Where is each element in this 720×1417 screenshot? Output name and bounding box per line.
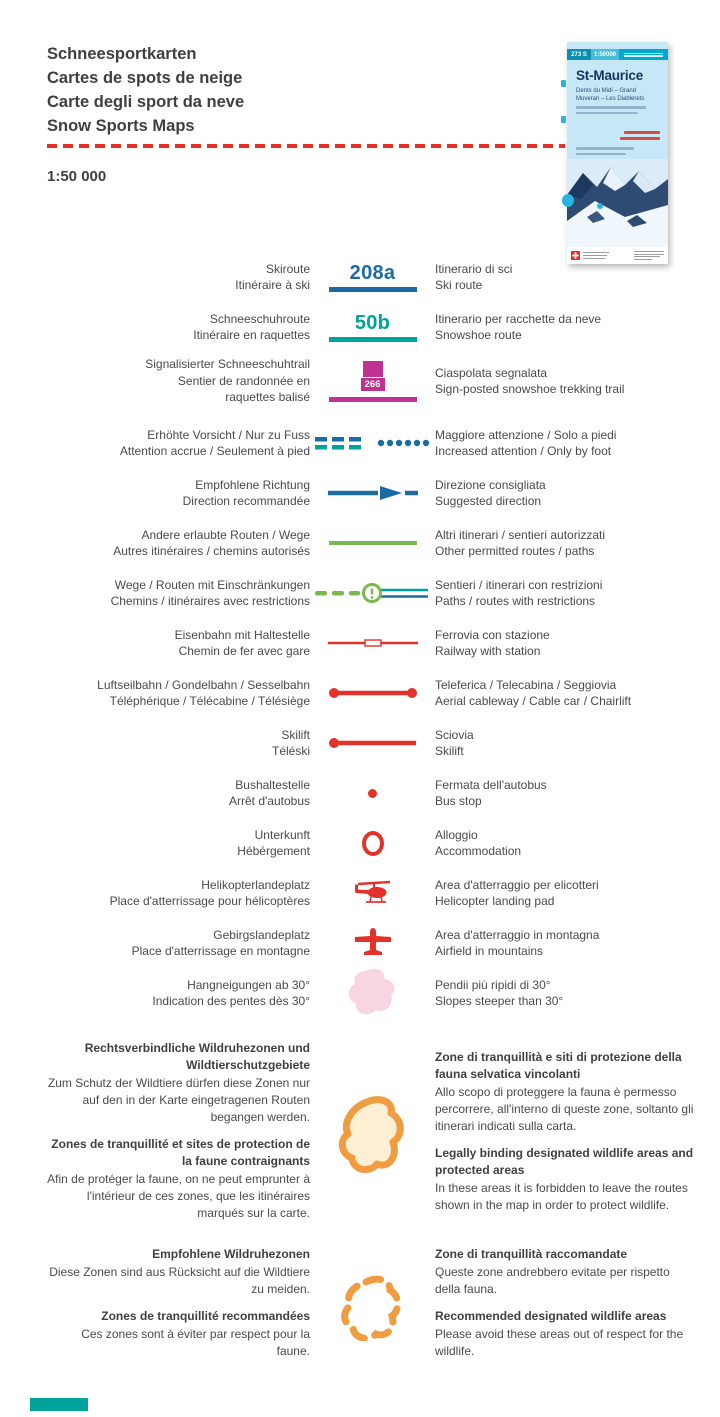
label-it: Area d'atterraggio in montagna	[435, 927, 600, 942]
label-de: Schneeschuhroute	[209, 311, 310, 326]
body-it: Allo scopo di proteggere la fauna è permesso percorrere, all'interno di queste zone, soltanto gli itinerari indicati sulla carta.	[435, 1084, 694, 1133]
direction-symbol	[310, 485, 435, 501]
legend-row-skilift	[47, 718, 695, 768]
legend-row-snowshoe-trail	[47, 352, 695, 410]
label-fr: raquettes balisé	[225, 390, 310, 405]
legend-row-bus-stop	[47, 768, 695, 818]
green-route-line	[329, 541, 417, 545]
cableway-icon	[328, 687, 418, 699]
body-fr: Afin de protéger la faune, on ne peut emprunter à l'intérieur de ces zones, que les itinéraires marqués sur la carte.	[47, 1172, 310, 1220]
label-de: Erhöhte Vorsicht / Nur zu Fuss	[147, 427, 310, 442]
binding-zone-symbol	[310, 1095, 435, 1177]
legend-row-mountain-airfield	[47, 918, 695, 968]
ski-route-line	[329, 287, 417, 292]
cover-fineprint-bar	[576, 153, 626, 156]
cover-mountain-photo	[567, 159, 668, 247]
label-fr: Chemin de fer avec gare	[178, 644, 310, 658]
heading-en: Recommended designated wildlife areas	[435, 1309, 667, 1323]
label-it: Pendii più ripidi di 30°	[435, 977, 551, 992]
label-fr: Direction recommandée	[182, 494, 310, 508]
label-en: Bus stop	[435, 794, 482, 808]
label-it: Fermata dell'autobus	[435, 777, 547, 792]
route-number: 50b	[354, 312, 391, 334]
label-en: Slopes steeper than 30°	[435, 994, 564, 1008]
recommended-zone-symbol	[310, 1275, 435, 1341]
label-de: Hangneigungen ab 30°	[187, 977, 310, 992]
label-fr: Autres itinéraires / chemins autorisés	[113, 544, 310, 558]
label-de: Skiroute	[265, 261, 310, 276]
railway-station-icon	[328, 638, 418, 648]
heading-it: Zone di tranquillità raccomandate	[435, 1247, 628, 1261]
skilift-symbol	[310, 737, 435, 749]
label-de: Bushaltestelle	[235, 777, 310, 792]
bus-stop-symbol	[310, 789, 435, 798]
label-fr: Chemins / itinéraires avec restrictions	[110, 594, 310, 608]
other-routes-symbol	[310, 541, 435, 545]
label-it: Ferrovia con stazione	[435, 627, 550, 642]
wildlife-binding-section	[47, 1040, 695, 1232]
restriction-warning-icon	[315, 582, 431, 604]
label-fr: Place d'atterrissage pour hélicoptères	[109, 894, 310, 908]
label-fr: Itinéraire en raquettes	[193, 328, 310, 342]
cover-red-note	[576, 128, 660, 140]
cover-header	[567, 49, 668, 60]
title-it: Carte degli sport da neve	[47, 93, 245, 111]
map-scale: 1:50 000	[47, 168, 107, 185]
legend-row-caution	[47, 418, 695, 468]
label-fr: Hébérgement	[237, 844, 310, 858]
label-de: Andere erlaubte Routen / Wege	[141, 527, 310, 542]
label-fr: Sentier de randonnée en	[177, 373, 310, 388]
cover-note	[576, 147, 660, 155]
label-it: Alloggio	[435, 827, 478, 842]
title-en: Snow Sports Maps	[47, 117, 195, 135]
wildlife-recommended-section	[47, 1246, 695, 1370]
title-de: Schneesportkarten	[47, 45, 197, 63]
body-de: Diese Zonen sind aus Rücksicht auf die Wildtiere zu meiden.	[49, 1265, 310, 1296]
label-en: Aerial cableway / Cable car / Chairlift	[435, 694, 632, 708]
label-de: Empfohlene Richtung	[195, 477, 310, 492]
body-de: Zum Schutz der Wildtiere dürfen diese Zonen nur auf den in der Karte eingetragenen Routen begangen werden.	[47, 1076, 310, 1124]
route-number: 208a	[349, 262, 396, 284]
airfield-symbol	[310, 928, 435, 958]
legend-row-ski-route	[47, 252, 695, 302]
legend	[47, 252, 695, 1370]
label-it: Sciovia	[435, 727, 474, 742]
label-en: Other permitted routes / paths	[435, 544, 595, 558]
restricted-routes-symbol	[310, 582, 435, 604]
label-fr: Attention accrue / Seulement à pied	[119, 444, 310, 458]
trail-number: 266	[361, 378, 385, 391]
skilift-icon	[328, 737, 418, 749]
cover-subtitle: Dents du Midi – Grand Muveran – Les Diablerets	[576, 88, 645, 102]
snowshoe-route-line	[329, 337, 417, 342]
label-de: Unterkunft	[254, 827, 310, 842]
heading-fr: Zones de tranquillité et sites de protection de la faune contraignants	[51, 1137, 310, 1168]
label-de: Helikopterlandeplatz	[201, 877, 310, 892]
label-en: Accommodation	[435, 844, 522, 858]
footer-teal-bar	[30, 1398, 88, 1411]
ski-route-symbol	[310, 262, 435, 292]
label-de: Wege / Routen mit Einschränkungen	[114, 577, 310, 592]
cyan-fold-mark	[561, 116, 566, 123]
trail-marker-square	[363, 361, 383, 377]
legend-row-railway	[47, 618, 695, 668]
legend-row-direction	[47, 468, 695, 518]
map-cover-thumbnail	[567, 42, 668, 264]
legend-row-restricted-routes	[47, 568, 695, 618]
label-fr: Itinéraire à ski	[235, 278, 310, 292]
page-title	[47, 42, 244, 138]
red-dashed-divider	[47, 144, 565, 148]
label-fr: Téléphérique / Télécabine / Télésiège	[109, 694, 310, 708]
cover-fineprint-bar	[576, 147, 634, 150]
snowshoe-trail-symbol	[310, 361, 435, 402]
label-it: Area d'atterraggio per elicotteri	[435, 877, 599, 892]
cover-scale: 1:50000	[591, 49, 619, 60]
legend-row-cableway	[47, 668, 695, 718]
label-it: Itinerario di sci	[435, 261, 513, 276]
heading-it: Zone di tranquillità e siti di protezione della fauna selvatica vincolanti	[435, 1049, 682, 1081]
body-en: In these areas it is forbidden to leave the routes shown in the map in order to protect wildlife.	[435, 1180, 688, 1212]
label-fr: Indication des pentes dès 30°	[152, 994, 310, 1008]
cover-red-bar	[620, 137, 660, 140]
label-fr: Téléski	[271, 744, 310, 758]
helicopter-icon	[353, 880, 393, 906]
steep-slope-symbol	[310, 968, 435, 1018]
label-de: Skilift	[281, 727, 310, 742]
caution-dashes-and-dots-icon	[315, 435, 431, 451]
label-en: Skilift	[435, 744, 464, 758]
cyan-marker-dot	[597, 203, 603, 209]
airplane-icon	[354, 928, 392, 958]
accommodation-symbol	[310, 831, 435, 856]
legend-row-steep-slopes	[47, 968, 695, 1018]
orange-solid-zone-icon	[338, 1095, 408, 1177]
label-it: Altri itinerari / sentieri autorizzati	[435, 527, 606, 542]
label-it: Itinerario per racchette da neve	[435, 311, 602, 326]
legend-row-other-routes	[47, 518, 695, 568]
direction-arrow-icon	[328, 485, 418, 501]
label-en: Railway with station	[435, 644, 541, 658]
legend-row-helipad	[47, 868, 695, 918]
label-de: Luftseilbahn / Gondelbahn / Sesselbahn	[97, 677, 310, 692]
label-en: Helicopter landing pad	[435, 894, 555, 908]
cover-body	[567, 60, 668, 155]
label-de: Gebirgslandeplatz	[213, 927, 310, 942]
cover-fineprint-bar	[576, 112, 638, 115]
bus-stop-dot-icon	[368, 789, 377, 798]
label-de: Signalisierter Schneeschuhtrail	[145, 357, 310, 372]
railway-symbol	[310, 638, 435, 648]
label-de: Eisenbahn mit Haltestelle	[174, 627, 310, 642]
body-fr: Ces zones sont à éviter par respect pour la faune.	[81, 1327, 310, 1358]
accommodation-ring-icon	[362, 831, 384, 856]
label-fr: Arrêt d'autobus	[228, 794, 310, 808]
label-it: Ciaspolata segnalata	[435, 365, 548, 380]
label-en: Airfield in mountains	[435, 944, 544, 958]
label-en: Suggested direction	[435, 494, 542, 508]
orange-dashed-zone-icon	[339, 1275, 407, 1341]
cover-red-bar	[624, 131, 660, 134]
label-en: Increased attention / Only by foot	[435, 444, 612, 458]
cover-series-number: 273 S	[567, 49, 591, 60]
cyan-marker	[562, 194, 574, 207]
label-it: Direzione consigliata	[435, 477, 546, 492]
label-it: Maggiore attenzione / Solo a piedi	[435, 427, 617, 442]
body-en: Please avoid these areas out of respect for the wildlife.	[435, 1327, 684, 1358]
cover-title: St-Maurice	[576, 68, 644, 83]
label-en: Ski route	[435, 278, 483, 292]
snowshoe-trail-line	[329, 397, 417, 402]
legend-row-snowshoe-route	[47, 302, 695, 352]
heading-en: Legally binding designated wildlife areas and protected areas	[435, 1145, 694, 1177]
label-en: Paths / routes with restrictions	[435, 594, 596, 608]
heading-de: Empfohlene Wildruhezonen	[152, 1247, 310, 1261]
cover-fineprint-bar	[576, 106, 646, 109]
label-en: Snowshoe route	[435, 328, 522, 342]
snowshoe-route-symbol	[310, 312, 435, 342]
label-en: Sign-posted snowshoe trekking trail	[435, 382, 625, 396]
body-it: Queste zone andrebbero evitate per rispetto della fauna.	[435, 1265, 670, 1296]
heading-fr: Zones de tranquillité recommandées	[101, 1309, 310, 1323]
helipad-symbol	[310, 880, 435, 906]
pink-slope-area-icon	[346, 968, 400, 1018]
label-it: Teleferica / Telecabina / Seggiovia	[435, 677, 617, 692]
cableway-symbol	[310, 687, 435, 699]
caution-symbol	[310, 435, 435, 451]
cover-header-text-block	[619, 49, 668, 60]
legend-row-accommodation	[47, 818, 695, 868]
heading-de: Rechtsverbindliche Wildruhezonen und Wildtierschutzgebiete	[84, 1041, 310, 1072]
title-fr: Cartes de spots de neige	[47, 69, 243, 87]
cyan-fold-mark	[561, 80, 566, 87]
label-it: Sentieri / itinerari con restrizioni	[435, 577, 603, 592]
label-fr: Place d'atterrissage en montagne	[131, 944, 310, 958]
